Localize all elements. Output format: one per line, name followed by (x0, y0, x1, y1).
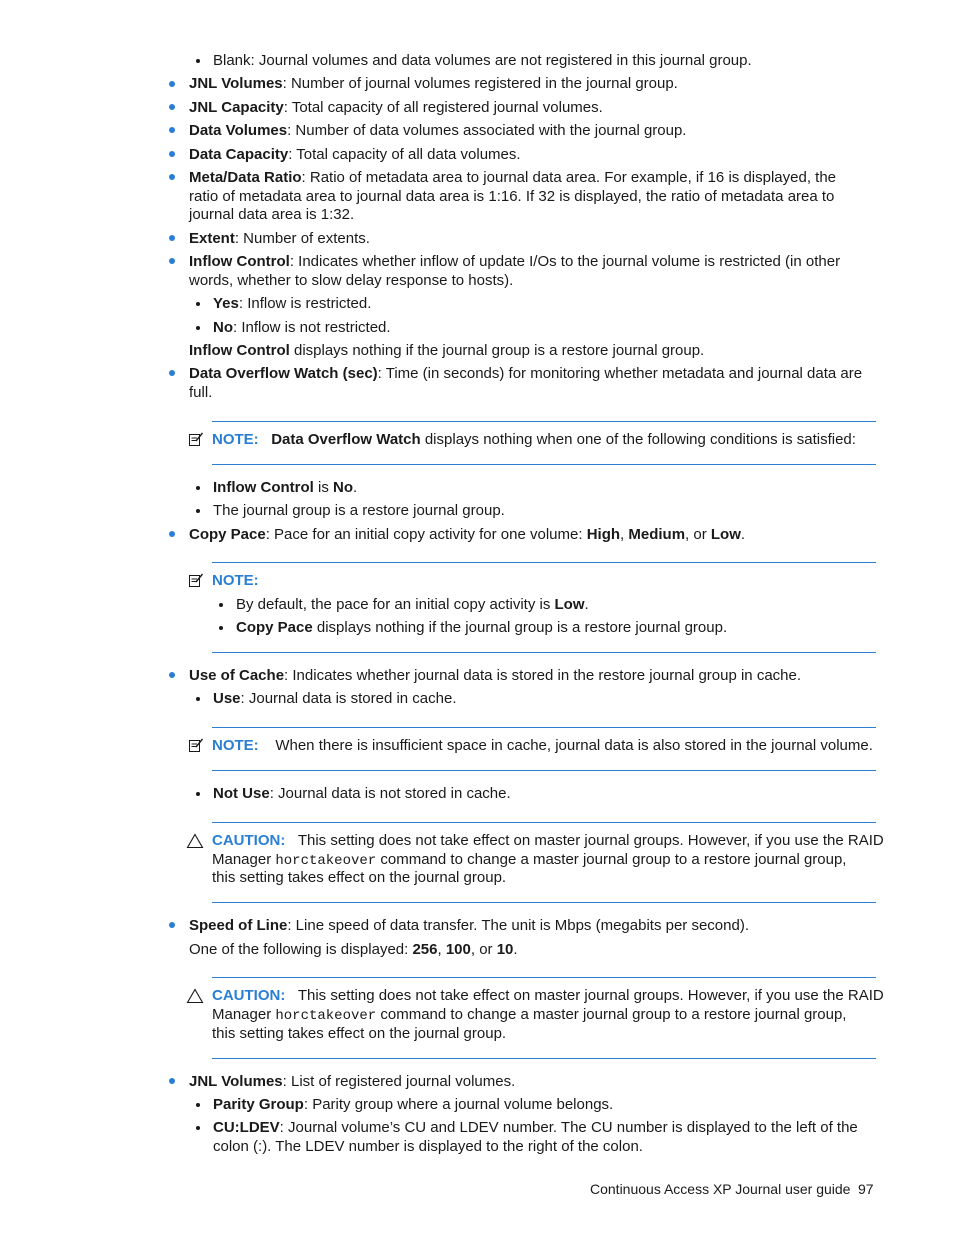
bullet (169, 104, 175, 110)
bullet (169, 258, 175, 264)
bullet (169, 922, 175, 928)
list-item: Speed of Line: Line speed of data transfer. The unit is Mbps (megabits per second). (189, 917, 749, 934)
list-item: JNL Volumes: List of registered journal volumes. (189, 1073, 516, 1090)
list-item: Inflow Control is No. (213, 479, 358, 496)
bullet (196, 486, 200, 490)
bullet (196, 326, 200, 330)
list-item: Parity Group: Parity group where a journal volume belongs. (213, 1096, 614, 1113)
list-item: Use of Cache: Indicates whether journal data is stored in the restore journal group in cache. (189, 667, 802, 684)
bullet (196, 792, 200, 796)
list-item: By default, the pace for an initial copy activity is Low. (236, 596, 589, 613)
bullet (169, 81, 175, 87)
bullet (169, 174, 175, 180)
caution-continuation: Manager horctakeover command to change a master journal group to a restore journal group, (212, 1006, 847, 1024)
list-item: Blank: Journal volumes and data volumes are not registered in this journal group. (213, 52, 752, 69)
caution-label: CAUTION: (212, 987, 286, 1004)
list-item: Data Capacity: Total capacity of all data volumes. (189, 146, 521, 163)
divider (212, 464, 876, 465)
paragraph: Inflow Control displays nothing if the journal group is a restore journal group. (189, 342, 705, 359)
note-label: NOTE: (212, 431, 259, 448)
list-item: Extent: Number of extents. (189, 230, 370, 247)
bullet (196, 697, 200, 701)
list-item: JNL Capacity: Total capacity of all registered journal volumes. (189, 99, 603, 116)
bullet (196, 1126, 200, 1130)
divider (212, 822, 876, 823)
list-item-continuation: colon (:). The LDEV number is displayed to the right of the colon. (213, 1138, 643, 1155)
list-item-continuation: words, whether to slow delay response to hosts). (189, 272, 514, 289)
list-item: The journal group is a restore journal group. (213, 502, 505, 519)
note-label: NOTE: (212, 572, 259, 589)
bullet (219, 603, 223, 607)
bullet (196, 302, 200, 306)
divider (212, 1058, 876, 1059)
footer-title: Continuous Access XP Journal user guide (590, 1181, 851, 1197)
list-item: Copy Pace: Pace for an initial copy activity for one volume: High, Medium, or Low. (189, 526, 746, 543)
bullet (169, 151, 175, 157)
list-item: Meta/Data Ratio: Ratio of metadata area to journal data area. For example, if 16 is displayed, the (189, 169, 837, 186)
page-number: 97 (858, 1181, 874, 1197)
list-item: Not Use: Journal data is not stored in cache. (213, 785, 511, 802)
list-item: Copy Pace displays nothing if the journal group is a restore journal group. (236, 619, 728, 636)
paragraph: One of the following is displayed: 256, 100, or 10. (189, 941, 518, 958)
divider (212, 421, 876, 422)
list-item: Data Overflow Watch (sec): Time (in seconds) for monitoring whether metadata and journal data are (189, 365, 863, 382)
list-item: Use: Journal data is stored in cache. (213, 690, 457, 707)
caution-continuation: this setting takes effect on the journal group. (212, 869, 507, 886)
list-item: Yes: Inflow is restricted. (213, 295, 372, 312)
list-item: Inflow Control: Indicates whether inflow of update I/Os to the journal volume is restricted (in other (189, 253, 841, 270)
divider (212, 727, 876, 728)
divider (212, 977, 876, 978)
caution: CAUTION: This setting does not take effect on master journal groups. However, if you use the RAID (212, 832, 884, 849)
caution-continuation: this setting takes effect on the journal group. (212, 1025, 507, 1042)
note: NOTE: When there is insufficient space in cache, journal data is also stored in the journal volume. (212, 737, 873, 754)
bullet (169, 235, 175, 241)
divider (212, 562, 876, 563)
divider (212, 902, 876, 903)
bullet (169, 370, 175, 376)
note-icon (188, 572, 204, 588)
note-icon (188, 737, 204, 753)
bullet (169, 672, 175, 678)
list-item: CU:LDEV: Journal volume’s CU and LDEV number. The CU number is displayed to the left of the (213, 1119, 858, 1136)
caution-continuation: Manager horctakeover command to change a master journal group to a restore journal group, (212, 851, 847, 869)
bullet (196, 59, 200, 63)
caution-label: CAUTION: (212, 832, 286, 849)
list-item-continuation: full. (189, 384, 213, 401)
list-item-continuation: ratio of metadata area to journal data area is 1:16. If 32 is displayed, the ratio of metadata area to (189, 188, 835, 205)
note-label: NOTE: (212, 737, 259, 754)
note: NOTE: Data Overflow Watch displays nothing when one of the following conditions is satisfied: (212, 431, 856, 448)
bullet (196, 509, 200, 513)
bullet (169, 1078, 175, 1084)
divider (212, 652, 876, 653)
bullet (219, 626, 223, 630)
note-icon (188, 431, 204, 447)
list-item: JNL Volumes: Number of journal volumes registered in the journal group. (189, 75, 678, 92)
list-item: Data Volumes: Number of data volumes associated with the journal group. (189, 122, 687, 139)
caution: CAUTION: This setting does not take effect on master journal groups. However, if you use the RAID (212, 987, 884, 1004)
bullet (196, 1103, 200, 1107)
code: horctakeover (275, 853, 377, 869)
bullet (169, 127, 175, 133)
bullet (169, 531, 175, 537)
list-item-continuation: journal data area is 1:32. (189, 206, 355, 223)
caution-icon (186, 988, 204, 1004)
divider (212, 770, 876, 771)
caution-icon (186, 833, 204, 849)
list-item: No: Inflow is not restricted. (213, 319, 391, 336)
code: horctakeover (275, 1008, 377, 1024)
